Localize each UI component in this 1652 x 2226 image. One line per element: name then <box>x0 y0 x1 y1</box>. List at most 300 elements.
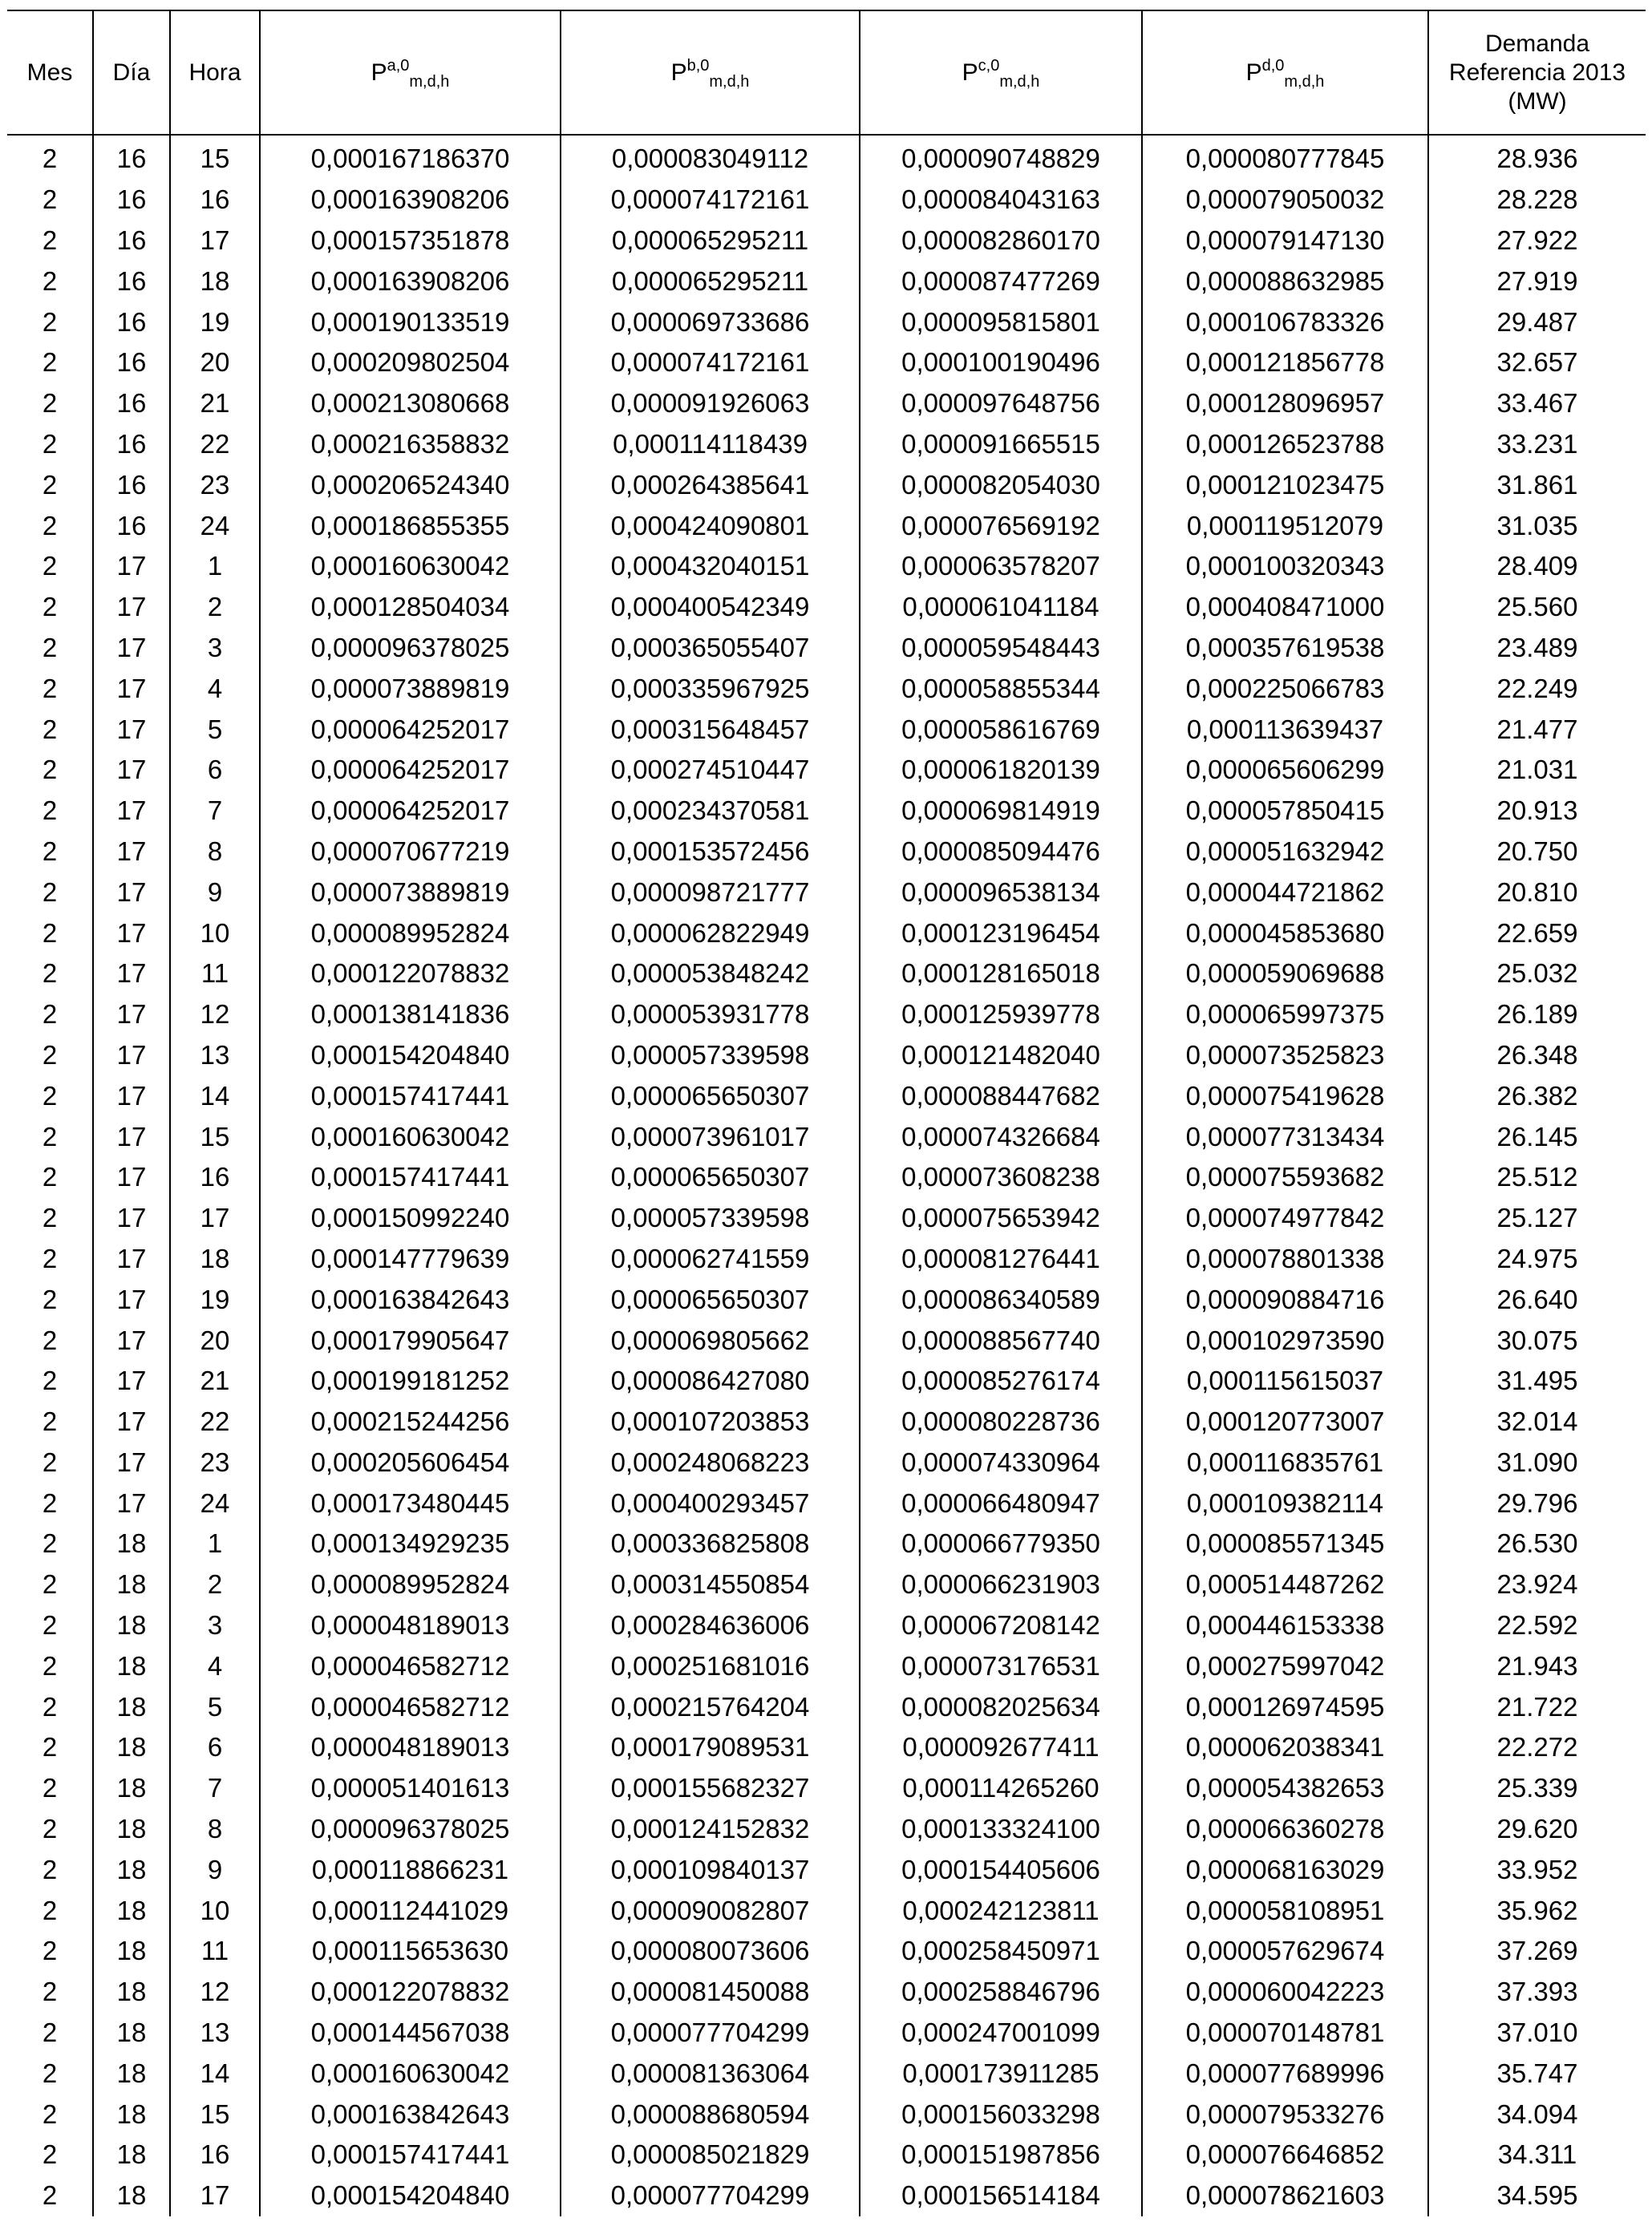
cell-dia: 17 <box>93 628 170 669</box>
cell-pa: 0,000089952824 <box>260 1564 561 1605</box>
cell-demanda: 31.090 <box>1428 1443 1646 1483</box>
cell-demanda: 22.659 <box>1428 913 1646 953</box>
cell-pa: 0,000160630042 <box>260 2053 561 2094</box>
table-row <box>7 505 1646 546</box>
cell-dia: 17 <box>93 587 170 628</box>
cell-pc: 0,000088447682 <box>860 1075 1142 1116</box>
table-row <box>7 1564 1646 1605</box>
cell-hora: 11 <box>170 953 260 994</box>
header-mes: Mes <box>7 10 93 135</box>
cell-pa: 0,000205606454 <box>260 1443 561 1483</box>
cell-dia: 17 <box>93 1320 170 1361</box>
cell-pd: 0,000075593682 <box>1142 1157 1428 1198</box>
table-row <box>7 546 1646 587</box>
cell-hora: 8 <box>170 1809 260 1850</box>
cell-pd: 0,000120773007 <box>1142 1402 1428 1443</box>
cell-dia: 17 <box>93 709 170 750</box>
cell-dia: 17 <box>93 1239 170 1280</box>
cell-pb: 0,000081450088 <box>561 1972 860 2013</box>
cell-pc: 0,000088567740 <box>860 1320 1142 1361</box>
cell-pb: 0,000234370581 <box>561 791 860 832</box>
cell-pd: 0,000128096957 <box>1142 383 1428 424</box>
cell-pa: 0,000096378025 <box>260 1809 561 1850</box>
table-row <box>7 424 1646 465</box>
cell-pb: 0,000065295211 <box>561 261 860 302</box>
cell-pc: 0,000058855344 <box>860 668 1142 709</box>
table-row <box>7 1727 1646 1768</box>
cell-pc: 0,000133324100 <box>860 1809 1142 1850</box>
cell-pd: 0,000065606299 <box>1142 750 1428 791</box>
cell-pa: 0,000128504034 <box>260 587 561 628</box>
cell-dia: 17 <box>93 994 170 1035</box>
cell-pb: 0,000264385641 <box>561 464 860 505</box>
cell-hora: 14 <box>170 1075 260 1116</box>
cell-dia: 18 <box>93 1524 170 1564</box>
cell-pb: 0,000400542349 <box>561 587 860 628</box>
cell-dia: 16 <box>93 424 170 465</box>
table-row <box>7 1035 1646 1076</box>
cell-hora: 1 <box>170 1524 260 1564</box>
table-row <box>7 832 1646 872</box>
cell-pc: 0,000073176531 <box>860 1645 1142 1686</box>
cell-mes: 2 <box>42 2180 58 2211</box>
cell-pb: 0,000114118439 <box>561 424 860 465</box>
cell-dia: 18 <box>93 1972 170 2013</box>
cell-demanda: 31.861 <box>1428 464 1646 505</box>
cell-pa: 0,000122078832 <box>260 953 561 994</box>
cell-pb: 0,000081363064 <box>561 2053 860 2094</box>
cell-pc: 0,000096538134 <box>860 872 1142 913</box>
cell-hora: 24 <box>170 1483 260 1524</box>
cell-pd: 0,000090884716 <box>1142 1279 1428 1320</box>
cell-demanda: 26.640 <box>1428 1279 1646 1320</box>
cell-hora: 12 <box>170 1972 260 2013</box>
header-pb <box>561 10 860 135</box>
cell-dia: 18 <box>93 1849 170 1890</box>
cell-mes: 2 <box>42 1650 58 1681</box>
cell-hora: 2 <box>170 1564 260 1605</box>
cell-demanda: 28.936 <box>1428 135 1646 180</box>
cell-pb: 0,000155682327 <box>561 1768 860 1809</box>
table-row <box>7 709 1646 750</box>
cell-pa: 0,000157417441 <box>260 2135 561 2175</box>
cell-dia: 18 <box>93 1645 170 1686</box>
cell-hora: 22 <box>170 1402 260 1443</box>
cell-pd: 0,000357619538 <box>1142 628 1428 669</box>
pd-symbol: P <box>1245 59 1262 86</box>
cell-pc: 0,000080228736 <box>860 1402 1142 1443</box>
cell-demanda: 25.032 <box>1428 953 1646 994</box>
cell-pd: 0,000077689996 <box>1142 2053 1428 2094</box>
cell-pd: 0,000059069688 <box>1142 953 1428 994</box>
cell-hora: 20 <box>170 1320 260 1361</box>
cell-pb: 0,000062822949 <box>561 913 860 953</box>
cell-pd: 0,000068163029 <box>1142 1849 1428 1890</box>
cell-pc: 0,000095815801 <box>860 302 1142 342</box>
cell-demanda: 22.592 <box>1428 1605 1646 1646</box>
cell-hora: 3 <box>170 1605 260 1646</box>
header-demanda <box>1428 10 1646 135</box>
cell-mes: 2 <box>42 1284 58 1314</box>
cell-pc: 0,000061041184 <box>860 587 1142 628</box>
cell-pc: 0,000076569192 <box>860 505 1142 546</box>
cell-demanda: 29.487 <box>1428 302 1646 342</box>
table-row <box>7 1605 1646 1646</box>
cell-mes: 2 <box>42 1203 58 1233</box>
cell-dia: 17 <box>93 1198 170 1239</box>
cell-dia: 17 <box>93 1075 170 1116</box>
cell-pa: 0,000190133519 <box>260 302 561 342</box>
cell-pb: 0,000080073606 <box>561 1931 860 1972</box>
cell-dia: 16 <box>93 221 170 261</box>
cell-dia: 18 <box>93 1931 170 1972</box>
cell-demanda: 34.094 <box>1428 2094 1646 2135</box>
cell-hora: 22 <box>170 424 260 465</box>
table-row <box>7 135 1646 180</box>
cell-pb: 0,000124152832 <box>561 1809 860 1850</box>
cell-mes: 2 <box>42 795 58 826</box>
cell-mes: 2 <box>42 632 58 662</box>
cell-mes: 2 <box>42 1325 58 1355</box>
cell-demanda: 33.952 <box>1428 1849 1646 1890</box>
cell-dia: 18 <box>93 1809 170 1850</box>
cell-pd: 0,000045853680 <box>1142 913 1428 953</box>
cell-hora: 21 <box>170 1361 260 1402</box>
cell-demanda: 25.127 <box>1428 1198 1646 1239</box>
cell-pc: 0,000091665515 <box>860 424 1142 465</box>
cell-pa: 0,000112441029 <box>260 1890 561 1931</box>
cell-pd: 0,000106783326 <box>1142 302 1428 342</box>
cell-pc: 0,000084043163 <box>860 180 1142 221</box>
cell-pc: 0,000258450971 <box>860 1931 1142 1972</box>
cell-mes: 2 <box>42 184 58 215</box>
cell-demanda: 26.145 <box>1428 1116 1646 1157</box>
cell-pc: 0,000073608238 <box>860 1157 1142 1198</box>
cell-pb: 0,000077704299 <box>561 2013 860 2054</box>
cell-dia: 16 <box>93 261 170 302</box>
cell-pa: 0,000213080668 <box>260 383 561 424</box>
cell-pd: 0,000076646852 <box>1142 2135 1428 2175</box>
cell-dia: 17 <box>93 668 170 709</box>
table-row <box>7 1809 1646 1850</box>
cell-pa: 0,000048189013 <box>260 1605 561 1646</box>
table-row <box>7 1075 1646 1116</box>
cell-pd: 0,000077313434 <box>1142 1116 1428 1157</box>
cell-pc: 0,000058616769 <box>860 709 1142 750</box>
cell-pc: 0,000087477269 <box>860 261 1142 302</box>
pc-symbol: P <box>962 59 978 86</box>
table-row <box>7 2053 1646 2094</box>
cell-pc: 0,000097648756 <box>860 383 1142 424</box>
cell-mes: 2 <box>42 836 58 866</box>
cell-demanda: 35.747 <box>1428 2053 1646 2094</box>
cell-hora: 11 <box>170 1931 260 1972</box>
cell-mes: 2 <box>42 1162 58 1192</box>
cell-pd: 0,000121856778 <box>1142 342 1428 383</box>
cell-dia: 17 <box>93 1035 170 1076</box>
cell-pb: 0,000315648457 <box>561 709 860 750</box>
cell-pb: 0,000073961017 <box>561 1116 860 1157</box>
cell-demanda: 26.530 <box>1428 1524 1646 1564</box>
cell-pa: 0,000051401613 <box>260 1768 561 1809</box>
cell-pa: 0,000096378025 <box>260 628 561 669</box>
cell-pc: 0,000082860170 <box>860 221 1142 261</box>
pb-symbol: P <box>670 59 687 86</box>
pd-subscript: m,d,h <box>1284 72 1325 91</box>
cell-pb: 0,000314550854 <box>561 1564 860 1605</box>
cell-mes: 2 <box>42 958 58 989</box>
cell-pb: 0,000109840137 <box>561 1849 860 1890</box>
cell-pb: 0,000179089531 <box>561 1727 860 1768</box>
cell-mes: 2 <box>42 1610 58 1641</box>
cell-demanda: 21.477 <box>1428 709 1646 750</box>
cell-pc: 0,000092677411 <box>860 1727 1142 1768</box>
cell-pb: 0,000107203853 <box>561 1402 860 1443</box>
table-row <box>7 791 1646 832</box>
cell-dia: 17 <box>93 832 170 872</box>
cell-mes: 2 <box>42 2139 58 2170</box>
cell-mes: 2 <box>42 1080 58 1111</box>
cell-pa: 0,000147779639 <box>260 1239 561 1280</box>
cell-dia: 17 <box>93 1443 170 1483</box>
cell-hora: 17 <box>170 2175 260 2216</box>
cell-pc: 0,000082025634 <box>860 1686 1142 1727</box>
cell-mes: 2 <box>42 2099 58 2129</box>
cell-pa: 0,000154204840 <box>260 2175 561 2216</box>
cell-mes: 2 <box>42 1039 58 1070</box>
cell-pd: 0,000079533276 <box>1142 2094 1428 2135</box>
cell-pa: 0,000144567038 <box>260 2013 561 2054</box>
cell-pa: 0,000157417441 <box>260 1157 561 1198</box>
cell-pc: 0,000069814919 <box>860 791 1142 832</box>
cell-pa: 0,000163908206 <box>260 180 561 221</box>
cell-demanda: 23.489 <box>1428 628 1646 669</box>
table-row <box>7 1686 1646 1727</box>
cell-dia: 17 <box>93 750 170 791</box>
cell-demanda: 33.467 <box>1428 383 1646 424</box>
cell-pc: 0,000258846796 <box>860 1972 1142 2013</box>
demanda-line-3: (MW) <box>1508 87 1567 115</box>
cell-dia: 16 <box>93 180 170 221</box>
cell-pc: 0,000074330964 <box>860 1443 1142 1483</box>
cell-pd: 0,000054382653 <box>1142 1768 1428 1809</box>
header-pd <box>1142 10 1428 135</box>
table-row <box>7 2094 1646 2135</box>
cell-mes: 2 <box>42 225 58 255</box>
cell-pc: 0,000081276441 <box>860 1239 1142 1280</box>
cell-pd: 0,000080777845 <box>1142 135 1428 180</box>
table-row <box>7 2135 1646 2175</box>
cell-dia: 17 <box>93 1483 170 1524</box>
cell-pa: 0,000048189013 <box>260 1727 561 1768</box>
cell-pb: 0,000400293457 <box>561 1483 860 1524</box>
table-row <box>7 221 1646 261</box>
cell-mes: 2 <box>42 510 58 540</box>
cell-pb: 0,000074172161 <box>561 180 860 221</box>
cell-pa: 0,000073889819 <box>260 872 561 913</box>
cell-dia: 17 <box>93 953 170 994</box>
cell-pd: 0,000100320343 <box>1142 546 1428 587</box>
cell-pd: 0,000275997042 <box>1142 1645 1428 1686</box>
cell-hora: 15 <box>170 2094 260 2135</box>
cell-pa: 0,000216358832 <box>260 424 561 465</box>
cell-pd: 0,000044721862 <box>1142 872 1428 913</box>
cell-demanda: 30.075 <box>1428 1320 1646 1361</box>
cell-pd: 0,000085571345 <box>1142 1524 1428 1564</box>
cell-demanda: 37.269 <box>1428 1931 1646 1972</box>
cell-hora: 10 <box>170 913 260 953</box>
cell-hora: 18 <box>170 1239 260 1280</box>
cell-dia: 16 <box>93 464 170 505</box>
cell-pb: 0,000284636006 <box>561 1605 860 1646</box>
cell-mes: 2 <box>42 1854 58 1884</box>
cell-mes: 2 <box>42 1487 58 1518</box>
table-row <box>7 302 1646 342</box>
pa-symbol: P <box>370 59 387 86</box>
cell-dia: 18 <box>93 1686 170 1727</box>
cell-pc: 0,000085094476 <box>860 832 1142 872</box>
cell-pc: 0,000063578207 <box>860 546 1142 587</box>
cell-demanda: 24.975 <box>1428 1239 1646 1280</box>
cell-mes: 2 <box>42 1528 58 1559</box>
table-row <box>7 1931 1646 1972</box>
cell-hora: 2 <box>170 587 260 628</box>
cell-hora: 4 <box>170 668 260 709</box>
cell-pa: 0,000046582712 <box>260 1645 561 1686</box>
cell-pb: 0,000274510447 <box>561 750 860 791</box>
table-row <box>7 1443 1646 1483</box>
cell-pc: 0,000114265260 <box>860 1768 1142 1809</box>
table-row <box>7 180 1646 221</box>
cell-hora: 14 <box>170 2053 260 2094</box>
cell-mes: 2 <box>42 551 58 581</box>
cell-pd: 0,000079147130 <box>1142 221 1428 261</box>
cell-pd: 0,000225066783 <box>1142 668 1428 709</box>
pb-superscript: b,0 <box>686 56 710 75</box>
cell-demanda: 31.035 <box>1428 505 1646 546</box>
cell-pd: 0,000060042223 <box>1142 1972 1428 2013</box>
cell-pc: 0,000066480947 <box>860 1483 1142 1524</box>
cell-demanda: 35.962 <box>1428 1890 1646 1931</box>
table-row <box>7 342 1646 383</box>
cell-hora: 6 <box>170 750 260 791</box>
pc-subscript: m,d,h <box>999 72 1040 91</box>
cell-pc: 0,000121482040 <box>860 1035 1142 1076</box>
cell-mes: 2 <box>42 755 58 785</box>
cell-pb: 0,000069733686 <box>561 302 860 342</box>
cell-demanda: 34.311 <box>1428 2135 1646 2175</box>
cell-pd: 0,000088632985 <box>1142 261 1428 302</box>
cell-pb: 0,000091926063 <box>561 383 860 424</box>
cell-dia: 17 <box>93 546 170 587</box>
cell-pd: 0,000102973590 <box>1142 1320 1428 1361</box>
cell-hora: 19 <box>170 1279 260 1320</box>
table-row <box>7 1361 1646 1402</box>
cell-pa: 0,000154204840 <box>260 1035 561 1076</box>
cell-hora: 16 <box>170 180 260 221</box>
cell-demanda: 21.031 <box>1428 750 1646 791</box>
cell-demanda: 28.228 <box>1428 180 1646 221</box>
cell-demanda: 28.409 <box>1428 546 1646 587</box>
cell-pa: 0,000186855355 <box>260 505 561 546</box>
cell-pb: 0,000251681016 <box>561 1645 860 1686</box>
cell-hora: 5 <box>170 1686 260 1727</box>
cell-demanda: 22.272 <box>1428 1727 1646 1768</box>
cell-hora: 8 <box>170 832 260 872</box>
cell-pd: 0,000121023475 <box>1142 464 1428 505</box>
cell-pd: 0,000062038341 <box>1142 1727 1428 1768</box>
table-row <box>7 628 1646 669</box>
header-pa <box>260 10 561 135</box>
cell-mes: 2 <box>42 1366 58 1396</box>
cell-demanda: 29.620 <box>1428 1809 1646 1850</box>
cell-dia: 18 <box>93 2094 170 2135</box>
cell-mes: 2 <box>42 673 58 703</box>
cell-dia: 18 <box>93 2135 170 2175</box>
cell-mes: 2 <box>42 1243 58 1273</box>
cell-pa: 0,000157351878 <box>260 221 561 261</box>
cell-hora: 1 <box>170 546 260 587</box>
table-row <box>7 1972 1646 2013</box>
cell-demanda: 20.810 <box>1428 872 1646 913</box>
cell-pa: 0,000064252017 <box>260 709 561 750</box>
cell-pc: 0,000247001099 <box>860 2013 1142 2054</box>
cell-dia: 16 <box>93 302 170 342</box>
cell-demanda: 25.339 <box>1428 1768 1646 1809</box>
cell-hora: 4 <box>170 1645 260 1686</box>
cell-pc: 0,000085276174 <box>860 1361 1142 1402</box>
cell-hora: 7 <box>170 791 260 832</box>
cell-mes: 2 <box>42 306 58 337</box>
table-row <box>7 953 1646 994</box>
pa-superscript: a,0 <box>387 56 410 75</box>
table-row <box>7 913 1646 953</box>
cell-demanda: 20.750 <box>1428 832 1646 872</box>
pa-subscript: m,d,h <box>409 72 450 91</box>
cell-mes: 2 <box>42 1732 58 1763</box>
cell-pa: 0,000046582712 <box>260 1686 561 1727</box>
cell-dia: 18 <box>93 2013 170 2054</box>
table-row <box>7 261 1646 302</box>
cell-pb: 0,000053848242 <box>561 953 860 994</box>
cell-hora: 6 <box>170 1727 260 1768</box>
cell-pa: 0,000160630042 <box>260 546 561 587</box>
cell-pb: 0,000062741559 <box>561 1239 860 1280</box>
cell-pb: 0,000248068223 <box>561 1443 860 1483</box>
cell-hora: 5 <box>170 709 260 750</box>
cell-mes: 2 <box>42 592 58 622</box>
cell-mes: 2 <box>42 1406 58 1437</box>
cell-demanda: 37.393 <box>1428 1972 1646 2013</box>
cell-hora: 20 <box>170 342 260 383</box>
cell-pd: 0,000078801338 <box>1142 1239 1428 1280</box>
cell-pa: 0,000150992240 <box>260 1198 561 1239</box>
cell-demanda: 34.595 <box>1428 2175 1646 2216</box>
cell-pa: 0,000073889819 <box>260 668 561 709</box>
cell-demanda: 27.919 <box>1428 261 1646 302</box>
cell-pa: 0,000157417441 <box>260 1075 561 1116</box>
cell-dia: 17 <box>93 1361 170 1402</box>
cell-pd: 0,000119512079 <box>1142 505 1428 546</box>
table-row <box>7 1198 1646 1239</box>
cell-pa: 0,000163842643 <box>260 2094 561 2135</box>
cell-pc: 0,000066231903 <box>860 1564 1142 1605</box>
cell-demanda: 31.495 <box>1428 1361 1646 1402</box>
cell-pa: 0,000199181252 <box>260 1361 561 1402</box>
cell-pc: 0,000074326684 <box>860 1116 1142 1157</box>
cell-pb: 0,000336825808 <box>561 1524 860 1564</box>
cell-dia: 17 <box>93 1402 170 1443</box>
